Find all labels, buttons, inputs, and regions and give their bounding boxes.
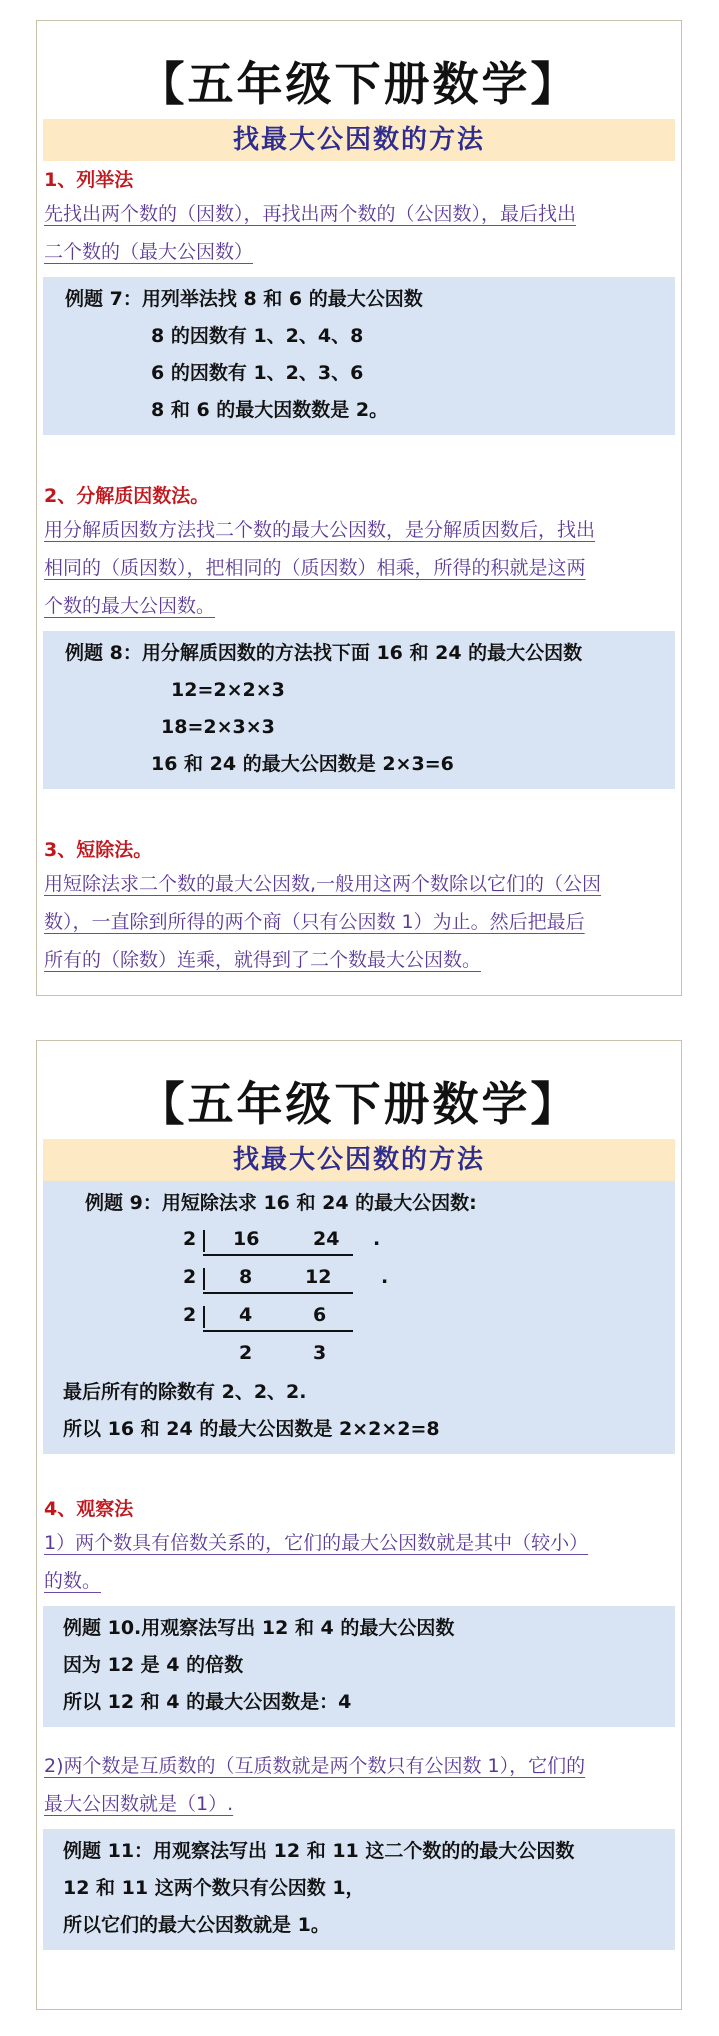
- page-card-1: [36, 20, 682, 996]
- dividend-b: 6: [313, 1304, 327, 1326]
- example-7-title: 例题 7：用列举法找 8 和 6 的最大公因数: [65, 288, 423, 310]
- example-9-box: [43, 1181, 675, 1454]
- section-title-observation: 4、观察法: [44, 1498, 134, 1520]
- example-7-line: 8 的因数有 1、2、4、8: [151, 325, 364, 347]
- example-9-conclusion: 所以 16 和 24 的最大公因数是 2×2×2=8: [63, 1418, 440, 1440]
- example-11-line: 12 和 11 这两个数只有公因数 1，: [63, 1877, 365, 1899]
- example-8-title: 例题 8：用分解质因数的方法找下面 16 和 24 的最大公因数: [65, 642, 583, 664]
- example-9-conclusion: 最后所有的除数有 2、2、2.: [63, 1381, 307, 1403]
- example-7-line: 8 和 6 的最大因数数是 2。: [151, 399, 389, 421]
- short-division-row: [43, 1298, 675, 1336]
- short-division-row: 2 16 24 .: [43, 1222, 675, 1260]
- short-division-row: 2 8 12 .: [43, 1260, 675, 1298]
- example-11-box: [43, 1829, 675, 1950]
- example-9-title: 例题 9：用短除法求 16 和 24 的最大公因数:: [85, 1192, 477, 1214]
- example-8-box: [43, 631, 675, 789]
- example-8-line: 12=2×2×3: [171, 679, 285, 701]
- subtitle-banner: 找最大公因数的方法: [43, 119, 675, 161]
- example-8-line: 16 和 24 的最大公因数是 2×3=6: [151, 753, 454, 775]
- example-7-line: 6 的因数有 1、2、3、6: [151, 362, 364, 384]
- section-title-prime-factor: 2、分解质因数法。: [44, 485, 210, 507]
- quotient-b: 3: [313, 1342, 327, 1364]
- divisor: 2: [183, 1228, 197, 1250]
- divisor: 2: [183, 1266, 197, 1288]
- dividend-b: 12: [305, 1266, 332, 1288]
- section-desc-observation-1: 1）两个数具有倍数关系的，它们的最大公因数就是其中（较小） 的数。: [44, 1532, 589, 1592]
- example-11-line: 所以它们的最大公因数就是 1。: [63, 1914, 330, 1936]
- section-desc-prime-factor: 用分解质因数方法找二个数的最大公因数，是分解质因数后，找出 相同的（质因数），把相同的（质因数）相乘，所得的积就是这两 个数的最大公因数。: [44, 519, 596, 617]
- section-title-short-division: 3、短除法。: [44, 839, 153, 861]
- dividend-a: 8: [239, 1266, 253, 1288]
- dividend-b: 24: [313, 1228, 340, 1250]
- section-desc-short-division: 用短除法求二个数的最大公因数,一般用这两个数除以它们的（公因 数），一直除到所得的两个商（只有公因数 1）为止。然后把最后 所有的（除数）连乘，就得到了二个数最大公因数。: [44, 873, 602, 971]
- example-7-box: [43, 277, 675, 435]
- example-10-title: 例题 10.用观察法写出 12 和 4 的最大公因数: [63, 1617, 455, 1639]
- main-title: 【五年级下册数学】: [138, 57, 580, 111]
- short-division-quotient: [43, 1336, 675, 1374]
- divisor: 2: [183, 1304, 197, 1326]
- example-8-line: 18=2×3×3: [161, 716, 275, 738]
- quotient-a: 2: [239, 1342, 253, 1364]
- main-title: 【五年级下册数学】: [138, 1077, 580, 1131]
- section-desc-observation-2: 2)两个数是互质数的（互质数就是两个数只有公因数 1），它们的 最大公因数就是（1）.: [44, 1755, 586, 1815]
- section-title-listing: 1、列举法: [44, 169, 134, 191]
- example-10-line: 因为 12 是 4 的倍数: [63, 1654, 244, 1676]
- section-desc-listing: 先找出两个数的（因数），再找出两个数的（公因数），最后找出 二个数的（最大公因数）: [44, 203, 577, 263]
- example-11-title: 例题 11：用观察法写出 12 和 11 这二个数的的最大公因数: [63, 1840, 575, 1862]
- example-10-box: [43, 1606, 675, 1727]
- dividend-a: 4: [239, 1304, 253, 1326]
- page-card-2: [36, 1040, 682, 2010]
- example-10-line: 所以 12 和 4 的最大公因数是：4: [63, 1691, 352, 1713]
- dividend-a: 16: [233, 1228, 260, 1250]
- subtitle-banner: 找最大公因数的方法: [43, 1139, 675, 1181]
